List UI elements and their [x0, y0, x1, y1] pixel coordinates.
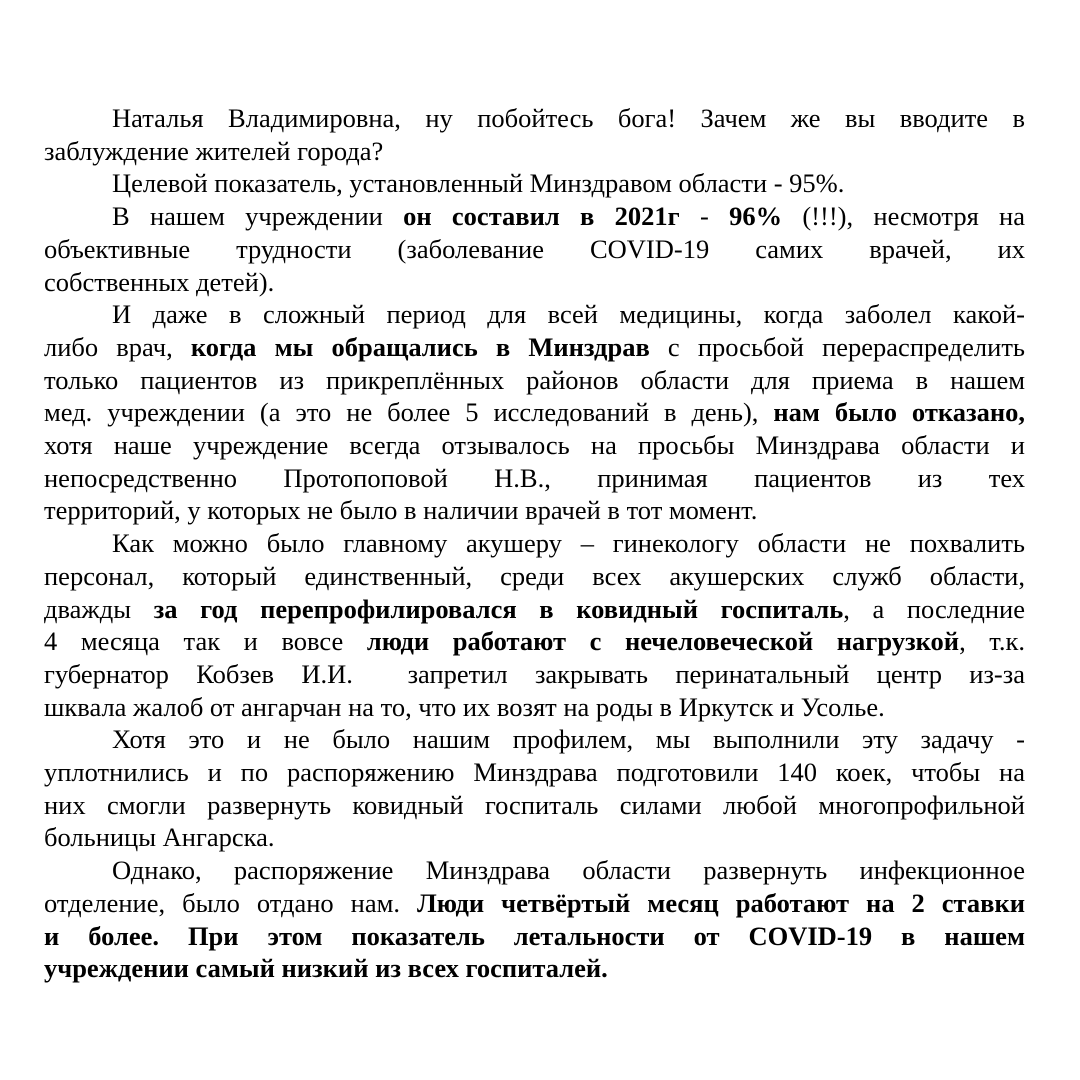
- text-line: [44, 821, 1025, 854]
- bold-text-run: за год перепрофилировался в ковидный госпиталь: [153, 593, 844, 624]
- text-line: [44, 331, 1025, 364]
- text-line: [44, 494, 1025, 527]
- text-run: объективные трудности (заболевание COVID-19 самих врачей, их: [44, 233, 1025, 264]
- text-run: В нашем учреждении: [112, 201, 404, 232]
- text-line: [44, 952, 1025, 985]
- text-run: собственных детей).: [44, 266, 275, 297]
- text-run: отделение, было отдано нам.: [44, 887, 417, 918]
- bold-text-run: люди работают с нечеловеческой нагрузкой: [366, 626, 960, 657]
- bold-text-run: нам было отказано,: [773, 397, 1025, 428]
- text-line: [44, 658, 1025, 691]
- text-line: [44, 723, 1025, 756]
- text-run: губернатор Кобзев И.И. запретил закрывать перинатальный центр из-за: [44, 658, 1025, 689]
- text-run: них смогли развернуть ковидный госпиталь силами любой многопрофильной: [44, 789, 1025, 820]
- text-run: дважды: [44, 593, 154, 624]
- text-run: Целевой показатель, установленный Минздравом области - 95%.: [112, 168, 845, 199]
- text-line: [44, 233, 1025, 266]
- text-line: [44, 167, 1025, 200]
- document-text: [44, 102, 1025, 985]
- text-line: [44, 593, 1025, 626]
- text-run: заблуждение жителей города?: [44, 135, 384, 166]
- text-run: , а последние: [843, 593, 1025, 624]
- text-line: [44, 920, 1025, 953]
- bold-text-run: Люди четвёртый месяц работают на 2 ставки: [416, 887, 1025, 918]
- text-run: непосредственно Протопоповой Н.В., принимая пациентов из тех: [44, 462, 1025, 493]
- bold-text-run: когда мы обращались в Минздрав: [190, 331, 650, 362]
- text-run: Наталья Владимировна, ну побойтесь бога! Зачем же вы вводите в: [112, 103, 1025, 133]
- text-line: [44, 396, 1025, 429]
- bold-text-run: 96%: [729, 201, 783, 232]
- text-line: [44, 887, 1025, 920]
- text-run: больницы Ангарска.: [44, 822, 275, 853]
- text-line: [44, 102, 1025, 135]
- text-line: [44, 854, 1025, 887]
- text-run: Однако, распоряжение Минздрава области развернуть инфекционное: [112, 855, 1025, 886]
- text-run: только пациентов из прикреплённых районов области для приема в нашем: [44, 364, 1025, 395]
- text-run: , т.к.: [959, 626, 1026, 657]
- text-line: [44, 266, 1025, 299]
- text-run: с просьбой перераспределить: [649, 331, 1025, 362]
- text-run: -: [679, 201, 730, 232]
- text-run: либо врач,: [44, 331, 191, 362]
- text-run: персонал, который единственный, среди всех акушерских служб области,: [44, 560, 1025, 591]
- text-run: шквала жалоб от ангарчан на то, что их возят на роды в Иркутск и Усолье.: [44, 691, 885, 722]
- text-line: [44, 429, 1025, 462]
- text-run: мед. учреждении (а это не более 5 исследований в день),: [44, 397, 774, 428]
- text-run: Как можно было главному акушеру – гинекологу области не похвалить: [112, 528, 1025, 559]
- text-line: [44, 691, 1025, 724]
- text-run: территорий, у которых не было в наличии врачей в тот момент.: [44, 495, 758, 526]
- text-run: И даже в сложный период для всей медицины, когда заболел какой-: [112, 299, 1025, 330]
- text-line: [44, 625, 1025, 658]
- text-line: [44, 462, 1025, 495]
- text-line: [44, 364, 1025, 397]
- text-line: [44, 756, 1025, 789]
- text-line: [44, 298, 1025, 331]
- text-run: Хотя это и не было нашим профилем, мы выполнили эту задачу -: [112, 724, 1025, 755]
- text-line: [44, 789, 1025, 822]
- bold-text-run: и более. При этом показатель летальности от COVID-19 в нашем: [44, 920, 1025, 951]
- text-run: 4 месяца так и вовсе: [44, 626, 367, 657]
- bold-text-run: учреждении самый низкий из всех госпиталей.: [44, 953, 608, 984]
- text-line: [44, 527, 1025, 560]
- paragraph: [44, 854, 1025, 985]
- text-run: хотя наше учреждение всегда отзывалось на просьбы Минздрава области и: [44, 430, 1025, 461]
- paragraph: [44, 167, 1025, 200]
- text-line: [44, 135, 1025, 168]
- text-line: [44, 560, 1025, 593]
- paragraph: [44, 200, 1025, 298]
- paragraph: [44, 102, 1025, 167]
- bold-text-run: он составил в 2021г: [403, 201, 680, 232]
- paragraph: [44, 723, 1025, 854]
- text-line: [44, 200, 1025, 233]
- text-run: (!!!), несмотря на: [782, 201, 1025, 232]
- text-run: уплотнились и по распоряжению Минздрава подготовили 140 коек, чтобы на: [44, 757, 1025, 788]
- paragraph: [44, 298, 1025, 527]
- paragraph: [44, 527, 1025, 723]
